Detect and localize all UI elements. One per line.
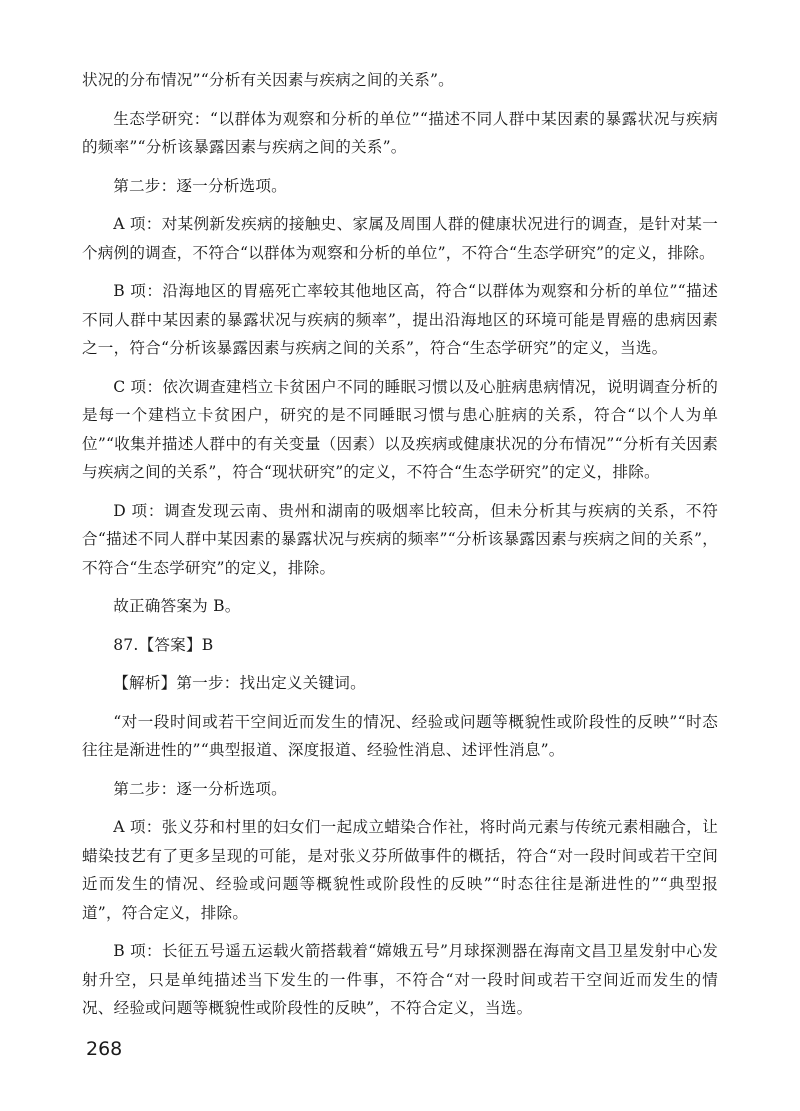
paragraph: 第二步：逐一分析选项。 [113, 779, 287, 798]
paragraph: 第二步：逐一分析选项。 [113, 176, 287, 195]
paragraph: D 项：调查发现云南、贵州和湖南的吸烟率比较高，但未分析其与疾病的关系，不符合“描述不同人群中某因素的暴露状况与疾病的频率”“分析该暴露因素与疾病之间的关系”，不符合“生态学研究”的定义，排除。 [82, 501, 718, 577]
paragraph: 【解析】第一步：找出定义关键词。 [113, 674, 366, 692]
page-body [82, 66, 718, 1033]
paragraph: B 项：沿海地区的胃癌死亡率较其他地区高，符合“以群体为观察和分析的单位”“描述不同人群中某因素的暴露状况与疾病的频率”，提出沿海地区的环境可能是胃癌的患病因素之一，符合“分析该暴露因素与疾病之间的关系”，符合“生态学研究”的定义，当选。 [82, 282, 718, 357]
paragraph: “对一段时间或若干空间近而发生的情况、经验或问题等概貌性或阶段性的反映”“时态往往是渐进性的”“典型报道、深度报道、经验性消息、述评性消息”。 [82, 712, 718, 759]
paragraph: 故正确答案为 B。 [113, 597, 241, 615]
paragraph: A 项：对某例新发疾病的接触史、家属及周围人群的健康状况进行的调查，是针对某一个病例的调查，不符合“以群体为观察和分析的单位”，不符合“生态学研究”的定义，排除。 [82, 215, 718, 262]
paragraph: 87.【答案】B [113, 635, 214, 654]
paragraph: 生态学研究：“以群体为观察和分析的单位”“描述不同人群中某因素的暴露状况与疾病的频率”“分析该暴露因素与疾病之间的关系”。 [82, 109, 718, 156]
page-number: 268 [86, 1038, 123, 1060]
paragraph: B 项：长征五号遥五运载火箭搭载着“嫦娥五号”月球探测器在海南文昌卫星发射中心发射升空，只是单纯描述当下发生的一件事，不符合“对一段时间或若干空间近而发生的情况、经验或问题等概貌性或阶段性的反映”，不符合定义，当选。 [82, 942, 718, 1017]
paragraph: C 项：依次调查建档立卡贫困户不同的睡眠习惯以及心脏病患病情况，说明调查分析的是每一个建档立卡贫困户，研究的是不同睡眠习惯与患心脏病的关系，符合“以个人为单位”“收集并描述人群中的有关变量（因素）以及疾病或健康状况的分布情况”“分析有关因素与疾病之间的关系”，符合“现状研究”的定义，不符合“生态学研究”的定义，排除。 [82, 377, 718, 481]
paragraph: A 项：张义芬和村里的妇女们一起成立蜡染合作社，将时尚元素与传统元素相融合，让蜡染技艺有了更多呈现的可能，是对张义芬所做事件的概括，符合“对一段时间或若干空间近而发生的情况、经验或问题等概貌性或阶段性的反映”“时态往往是渐进性的”“典型报道”，符合定义，排除。 [82, 818, 718, 922]
paragraph: 状况的分布情况”“分析有关因素与疾病之间的关系”。 [82, 71, 454, 89]
